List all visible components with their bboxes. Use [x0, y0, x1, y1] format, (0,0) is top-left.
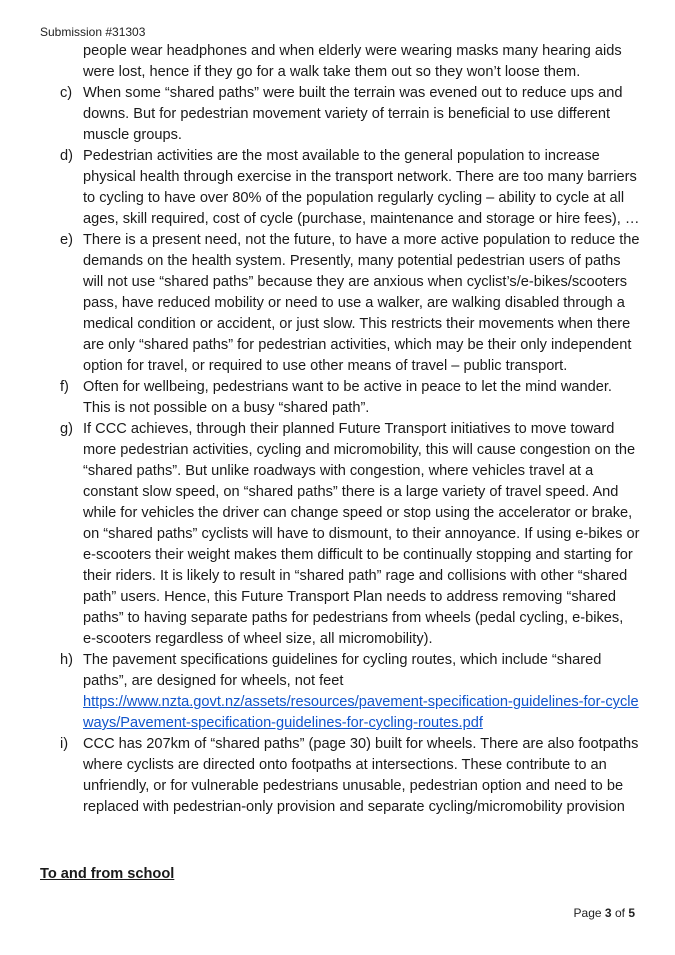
- list-item-i: [40, 734, 640, 818]
- item-text: If CCC achieves, through their planned Future Transport initiatives to move toward more pedestrian activities, cycling and micromobility, this will cause congestion on the “shared paths”. But unlike roadways with congestion, where vehicles travel at a constant slow speed, on “shared paths” there is a large variety of travel speed. And while for vehicles the driver can change speed or stop using the accelerator or brake, on “shared paths” cyclists will have to dismount, to their annoyance. If using e-bikes or e-scooters their weight makes them difficult to be continually stopping and starting for their riders. It is likely to result in “shared path” rage and collisions with other “shared path” users. Hence, this Future Transport Plan needs to address removing “shared paths” to having separate paths for pedestrians from wheels (pedal cycling, e-bikes, e-scooters regardless of wheel size, all micromobility).: [83, 421, 640, 647]
- item-text: The pavement specifications guidelines for cycling routes, which include “shared paths”, are designed for wheels, not feet: [83, 652, 602, 689]
- item-marker: d): [60, 148, 73, 164]
- item-marker: c): [60, 85, 73, 101]
- item-marker: g): [60, 421, 73, 437]
- section-heading: To and from school: [40, 866, 175, 882]
- page-label: Page: [573, 906, 602, 920]
- document-body: [40, 41, 640, 818]
- item-text: Often for wellbeing, pedestrians want to be active in peace to let the mind wander. This is not possible on a busy “shared path”.: [83, 379, 612, 416]
- item-text: There is a present need, not the future, to have a more active population to reduce the demands on the health system. Presently, many potential pedestrian users of paths will not use “shared paths” because they are anxious when cyclist’s/e-bikes/scooters pass, have reduced mobility or need to use a walker, are walking disabled through a medical condition or accident, or just slow. This restricts their movements when there are only “shared paths” for pedestrian activities, which may be their only independent option for travel, or required to use other means of travel – public transport.: [83, 232, 640, 374]
- submission-number: Submission #31303: [40, 25, 146, 39]
- list-item-g: [40, 419, 640, 650]
- page-number: [574, 906, 635, 920]
- item-marker: h): [60, 652, 73, 668]
- item-text: CCC has 207km of “shared paths” (page 30) built for wheels. There are also footpaths where cyclists are directed onto footpaths at intersections. These contribute to an unfriendly, or for vulnerable pedestrians unusable, pedestrian option and need to be replaced with pedestrian-only provision and separate cycling/micromobility provision: [83, 736, 639, 815]
- list-item-h: [40, 650, 640, 734]
- pavement-guidelines-link[interactable]: https://www.nzta.govt.nz/assets/resources/pavement-specification-guidelines-for-cycleways/Pavement-specification-guidelines-for-cycling-routes.pdf: [83, 694, 639, 731]
- total-pages: 5: [628, 906, 635, 920]
- list-item-e: [40, 230, 640, 377]
- item-marker: f): [60, 379, 69, 395]
- list-item-c: [40, 83, 640, 146]
- list-item-f: [40, 377, 640, 419]
- continued-paragraph: people wear headphones and when elderly were wearing masks many hearing aids were lost, hence if they go for a walk take them out so they won’t loose them.: [83, 43, 622, 80]
- page-of-label: of: [614, 906, 625, 920]
- item-text: When some “shared paths” were built the terrain was evened out to reduce ups and downs. But for pedestrian movement variety of terrain is beneficial to use different muscle groups.: [83, 85, 623, 143]
- list-item-d: [40, 146, 640, 230]
- item-marker: i): [60, 736, 69, 752]
- current-page: 3: [604, 906, 612, 920]
- item-marker: e): [60, 232, 73, 248]
- numbered-list: [40, 83, 640, 818]
- item-text: Pedestrian activities are the most available to the general population to increase physical health through exercise in the transport network. There are too many barriers to cycling to have over 80% of the population regularly cycling – ability to cycle at all ages, skill required, cost of cycle (purchase, maintenance and storage or hire fees), …: [83, 148, 640, 227]
